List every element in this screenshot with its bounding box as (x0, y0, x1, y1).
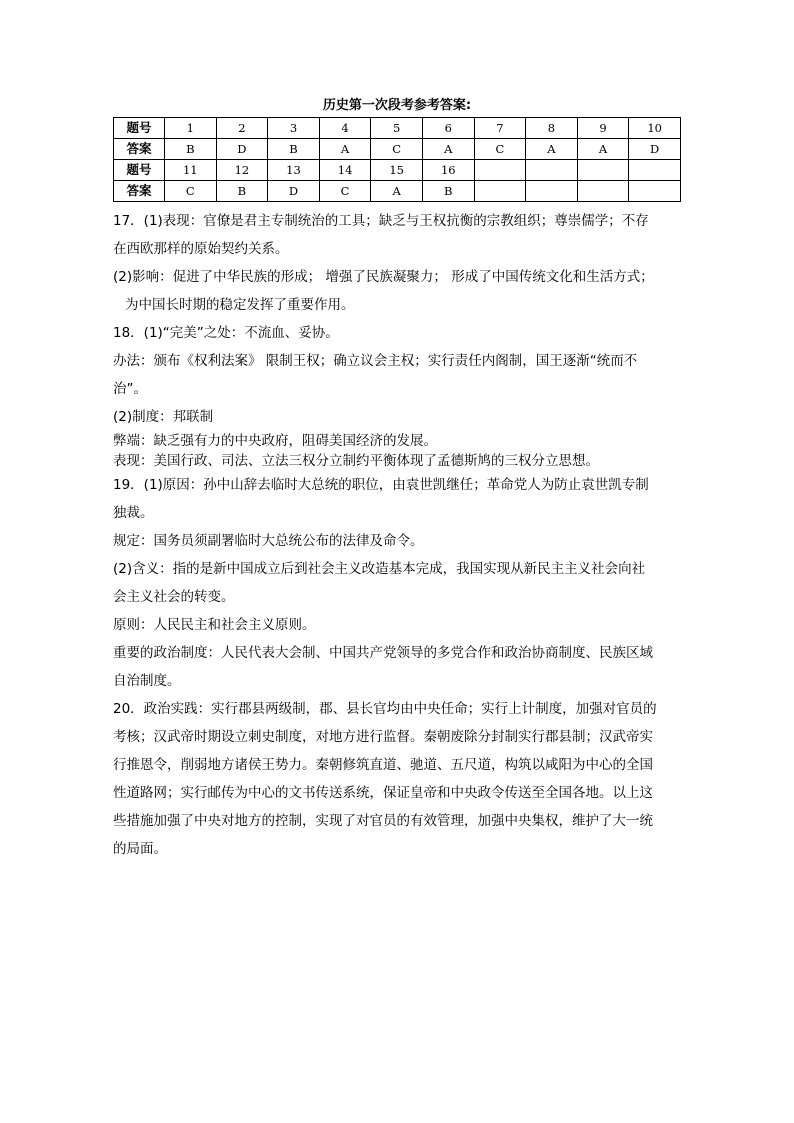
row-label-answer: 答案 (114, 139, 165, 160)
empty-cell (526, 181, 578, 202)
answer-line-19-2-cont: 会主义社会的转变。 (113, 589, 235, 605)
answer-line-20-end: 的局面。 (113, 841, 167, 857)
answer-line-19-system: 重要的政治制度：人民代表大会制、中国共产党领导的多党合作和政治协商制度、民族区域 (113, 645, 653, 661)
answer-line-20-cont: 行推恩令，削弱地方诸侯王势力。秦朝修筑直道、驰道、五尺道，构筑以咸阳为中心的全国 (113, 757, 653, 773)
table-row (114, 181, 681, 202)
question-number: 15 (371, 160, 423, 181)
answer-line-17-2: (2)影响：促进了中华民族的形成； 增强了民族凝聚力； 形成了中国传统文化和生活方式； (113, 269, 654, 285)
answer-line-18-1: 18．(1)“完美”之处：不流血、妥协。 (113, 325, 339, 341)
question-number: 5 (371, 118, 423, 139)
answer-line-20-cont: 考核；汉武帝时期设立刺史制度，对地方进行监督。秦朝废除分封制实行郡县制；汉武帝实 (113, 729, 653, 745)
answer-line-19-rule: 规定：国务员须副署临时大总统公布的法律及命令。 (113, 533, 424, 549)
answer-cell: A (526, 139, 578, 160)
answer-cell: B (268, 139, 320, 160)
answer-cell: C (474, 139, 526, 160)
table-row (114, 118, 681, 139)
question-number: 1 (165, 118, 217, 139)
empty-cell (577, 181, 629, 202)
answer-line-19-system-cont: 自治制度。 (113, 673, 181, 689)
question-number: 16 (422, 160, 474, 181)
answer-line-20-cont: 些措施加强了中央对地方的控制，实现了对官员的有效管理，加强中央集权，维护了大一统 (113, 813, 653, 829)
question-number: 14 (319, 160, 371, 181)
answer-table (113, 117, 681, 202)
answer-cell: A (422, 139, 474, 160)
question-number: 13 (268, 160, 320, 181)
answer-cell: A (577, 139, 629, 160)
question-number: 10 (629, 118, 681, 139)
empty-cell (474, 181, 526, 202)
empty-cell (629, 160, 681, 181)
answer-cell: B (216, 181, 268, 202)
answer-line-19-1-cont: 独裁。 (113, 505, 154, 521)
answer-line-18-manifest: 表现：美国行政、司法、立法三权分立制约平衡体现了孟德斯鸠的三权分立思想。 (113, 453, 599, 469)
answer-line-17-2-cont: 为中国长时期的稳定发挥了重要作用。 (125, 297, 355, 313)
row-label-number: 题号 (114, 118, 165, 139)
row-label-number: 题号 (114, 160, 165, 181)
empty-cell (577, 160, 629, 181)
answer-line-20-cont: 性道路网；实行邮传为中心的文书传送系统，保证皇帝和中央政令传送至全国各地。以上这 (113, 785, 653, 801)
answer-cell: B (165, 139, 217, 160)
answer-cell: B (422, 181, 474, 202)
answer-line-18-2: (2)制度：邦联制 (113, 409, 214, 425)
table-row (114, 160, 681, 181)
answer-line-17-1-cont: 在西欧那样的原始契约关系。 (113, 241, 289, 257)
answer-line-19-2: (2)含义：指的是新中国成立后到社会主义改造基本完成，我国实现从新民主主义社会向社 (113, 561, 646, 577)
question-number: 6 (422, 118, 474, 139)
empty-cell (474, 160, 526, 181)
answer-cell: D (216, 139, 268, 160)
question-number: 11 (165, 160, 217, 181)
question-number: 2 (216, 118, 268, 139)
table-row (114, 139, 681, 160)
question-number: 8 (526, 118, 578, 139)
answer-cell: A (371, 181, 423, 202)
empty-cell (629, 181, 681, 202)
answer-cell: C (319, 181, 371, 202)
answer-cell: D (268, 181, 320, 202)
question-number: 9 (577, 118, 629, 139)
empty-cell (526, 160, 578, 181)
answer-line-19-principle: 原则：人民民主和社会主义原则。 (113, 617, 316, 633)
question-number: 7 (474, 118, 526, 139)
answer-cell: A (319, 139, 371, 160)
answer-content (113, 207, 688, 863)
question-number: 12 (216, 160, 268, 181)
answer-line-19-1: 19．(1)原因：孙中山辞去临时大总统的职位，由袁世凯继任；革命党人为防止袁世凯专制 (113, 477, 649, 493)
answer-line-18-method-cont: 治”。 (113, 381, 147, 397)
page-title: 历史第一次段考参考答案: (322, 98, 472, 113)
answer-line-20: 20．政治实践：实行郡县两级制，郡、县长官均由中央任命；实行上计制度，加强对官员的 (113, 701, 657, 717)
answer-line-18-drawback: 弊端：缺乏强有力的中央政府，阻碍美国经济的发展。 (113, 433, 437, 449)
question-number: 4 (319, 118, 371, 139)
answer-cell: C (165, 181, 217, 202)
answer-cell: C (371, 139, 423, 160)
answer-cell: D (629, 139, 681, 160)
answer-line-17-1: 17．(1)表现：官僚是君主专制统治的工具；缺乏与王权抗衡的宗教组织；尊崇儒学；不存 (113, 213, 649, 229)
row-label-answer: 答案 (114, 181, 165, 202)
question-number: 3 (268, 118, 320, 139)
answer-line-18-method: 办法：颁布《权利法案》 限制王权；确立议会主权；实行责任内阁制，国王逐渐“统而不 (113, 353, 638, 369)
